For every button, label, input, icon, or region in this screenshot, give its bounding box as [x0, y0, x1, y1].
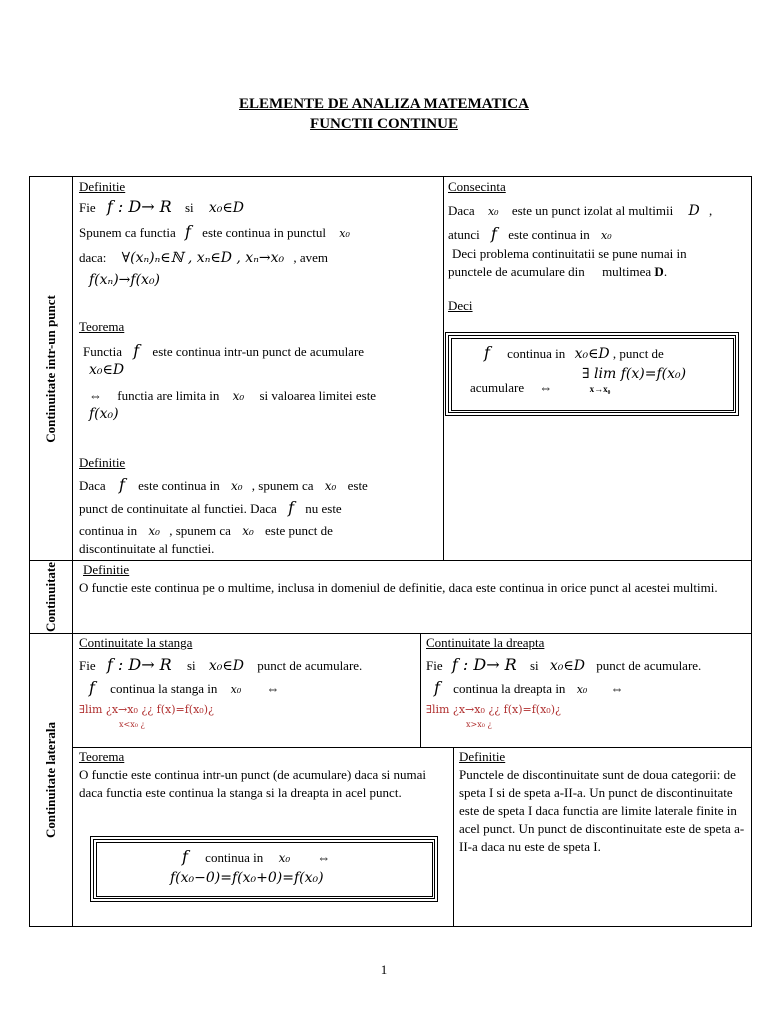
side-column-divider: [72, 176, 73, 927]
table-border-top: [29, 176, 752, 177]
continuitate-dreapta: Continuitate la dreapta Fie f : D→ R si x₀∈D punct de acumulare. f continua la dreapta in x₀ ⇔ ∃lim ¿x→x₀ ¿¿ f(x)=f(x₀)¿ x>x₀ ¿: [426, 634, 748, 731]
continuitate-stanga: Continuitate la stanga Fie f : D→ R si x₀∈D punct de acumulare. f continua la stanga in x₀ ⇔ ∃lim ¿x→x₀ ¿¿ f(x)=f(x₀)¿ x<x₀ ¿: [79, 634, 417, 731]
definitie-2: Definitie Daca f este continua in x₀ , spunem ca x₀ este punct de continuitate al functiei. Daca f nu este continua in x₀ , spunem ca x₀ este punct de discontinuitate al functiei.: [79, 454, 439, 558]
definitie-3-heading: Definitie: [459, 749, 506, 764]
stanga-heading: Continuitate la stanga: [79, 635, 193, 650]
side-label-multime: Continuitate: [43, 561, 58, 633]
consecinta-heading: Consecinta: [448, 179, 506, 194]
definitie-1-heading: Definitie: [79, 179, 126, 194]
teorema-1-heading: Teorema: [79, 319, 125, 334]
definitie-3: Definitie Punctele de discontinuitate sunt de doua categorii: de speta I si de speta a-II-a. Un punct de discontinuitate este de speta I daca functia are limite laterale finite in acel punct. Un punct de discontinuitate este de speta a-II-a daca nu este de speta I.: [459, 748, 747, 856]
deci-heading: Deci: [448, 298, 473, 313]
consecinta: Consecinta Daca x₀ este un punct izolat al multimii D , atunci f este continua in x₀ Deci problema continuitatii se pune numai in punctele de acumulare din multimea D. Deci: [448, 178, 748, 315]
col-divider-1: [443, 176, 444, 560]
dreapta-heading: Continuitate la dreapta: [426, 635, 545, 650]
teorema-2-formula: f continua in x₀ ⇔ f(x₀−0)=f(x₀+0)=f(x₀): [170, 847, 331, 886]
title-sub: FUNCTII CONTINUE: [310, 116, 458, 132]
deci-content: f continua in x₀∈D , punct de ∃ lim f(x)=f(x₀) acumulare ⇔ x→x₀: [470, 343, 687, 395]
definitie-multime-heading: Definitie: [83, 562, 130, 577]
side-label-punct: Continuitate intr-un punct: [43, 294, 59, 443]
page-number: 1: [380, 962, 388, 977]
teorema-1: Teorema Functia f este continua intr-un punct de acumulare x₀∈D ⇔ functia are limita in x₀ si valoarea limitei este f(x₀): [79, 318, 439, 423]
definitie-1: Definitie Fie f : D→ R si x₀∈D Spunem ca functia f este continua in punctul x₀ daca: ∀(xₙ)ₙ∈ℕ , xₙ∈D , xₙ→x₀ , avem f(xₙ)→f(x₀): [79, 178, 439, 289]
definitie-2-heading: Definitie: [79, 455, 126, 470]
col-divider-2: [420, 633, 421, 747]
teorema-2-heading: Teorema: [79, 749, 125, 764]
table-border-right: [751, 176, 752, 927]
col-divider-3: [453, 747, 454, 926]
side-label-laterala: Continuitate laterala: [43, 722, 58, 838]
table-border-bottom: [29, 926, 752, 927]
definitie-multime: Definitie O functie este continua pe o multime, inclusa in domeniul de definitie, daca este continua in orice punct al acestei multimi.: [79, 561, 747, 597]
teorema-2: Teorema O functie este continua intr-un punct (de acumulare) daca si numai daca functia este continua la stanga si la dreapta in acel punct.: [79, 748, 447, 802]
title-main: ELEMENTE DE ANALIZA MATEMATICA: [239, 96, 529, 112]
